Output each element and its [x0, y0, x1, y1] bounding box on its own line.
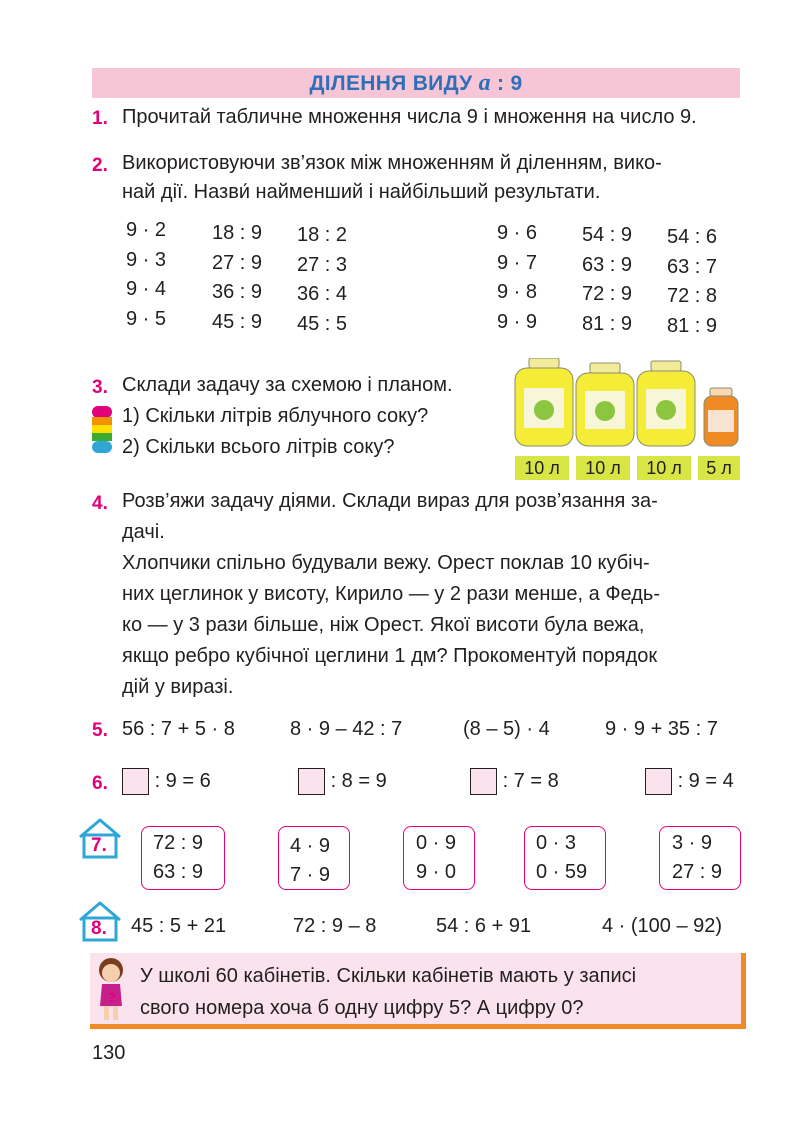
- expression-column: 54 : 9 63 : 9 72 : 9 81 : 9: [582, 224, 633, 335]
- page-title: ДІЛЕННЯ ВИДУ a : 9: [309, 70, 523, 96]
- expression: 56 : 7 + 5 · 8: [122, 718, 235, 740]
- problem-text: ко — у 3 рази більше, ніж Орест. Якої висоти була вежа,: [122, 614, 645, 636]
- task-number: 2.: [92, 155, 108, 176]
- expression-column: 9 · 2 9 · 3 9 · 4 9 · 5: [126, 219, 167, 330]
- problem-text: Хлопчики спільно будували вежу. Орест поклав 10 кубіч-: [122, 552, 650, 574]
- task-text: Прочитай табличне множення числа 9 і множення на число 9.: [122, 106, 697, 128]
- equation: : 9 = 4: [645, 766, 734, 797]
- expression-column: 9 · 6 9 · 7 9 · 8 9 · 9: [497, 222, 538, 333]
- expression: 45 : 5 + 21: [131, 915, 227, 937]
- task-number: 6.: [92, 773, 108, 794]
- task-text: Розв’яжи задачу діями. Склади вираз для розв’язання за-: [122, 490, 658, 512]
- pencil-stack-icon: [90, 404, 114, 456]
- expression: 9 · 9 + 35 : 7: [605, 718, 718, 740]
- task-text: дачі.: [122, 521, 165, 543]
- svg-text:?: ?: [107, 989, 117, 1005]
- task-text: 2) Скільки всього літрів соку?: [122, 436, 395, 458]
- task-number: 3.: [92, 377, 108, 398]
- problem-text: них цеглинок у висоту, Кирило — у 2 рази менше, а Федь-: [122, 583, 660, 605]
- answer-box[interactable]: [122, 768, 149, 795]
- jar-volume-label: 5 л: [698, 456, 740, 480]
- answer-box[interactable]: [470, 768, 497, 795]
- expression-pair: 3 · 9 27 : 9: [672, 832, 723, 883]
- expression: 72 : 9 – 8: [293, 915, 377, 937]
- juice-jar-icon: [515, 358, 573, 446]
- expression-pair: 0 · 9 9 · 0: [416, 832, 457, 883]
- expression-column: 18 : 9 27 : 9 36 : 9 45 : 9: [212, 222, 263, 333]
- answer-box[interactable]: [298, 768, 325, 795]
- expression-pair: 4 · 9 7 · 9: [290, 835, 331, 886]
- equation: : 8 = 9: [298, 766, 387, 797]
- expression: 4 · (100 – 92): [602, 915, 723, 937]
- expression-pair: 72 : 9 63 : 9: [153, 832, 204, 883]
- task-number: 7.: [91, 835, 107, 856]
- task-text: Склади задачу за схемою і планом.: [122, 374, 453, 396]
- jars-illustration: [510, 358, 755, 450]
- expression: 8 · 9 – 42 : 7: [290, 718, 403, 740]
- expression-column: 54 : 6 63 : 7 72 : 8 81 : 9: [667, 226, 718, 337]
- task-text: Використовуючи зв’язок між множенням й діленням, вико-: [122, 152, 662, 174]
- task-text: най дії. Назви́ найменший і найбільший результати.: [122, 181, 601, 203]
- bonus-text: У школі 60 кабінетів. Скільки кабінетів мають у записі: [140, 965, 637, 987]
- task-number: 4.: [92, 493, 108, 514]
- jar-volume-label: 10 л: [637, 456, 691, 480]
- expression: 54 : 6 + 91: [436, 915, 532, 937]
- task-number: 8.: [91, 918, 107, 939]
- juice-jar-icon: [576, 363, 634, 446]
- jar-volume-label: 10 л: [576, 456, 630, 480]
- problem-text: якщо ребро кубічної цеглини 1 дм? Прокоментуй порядок: [122, 645, 658, 667]
- problem-text: дій у виразі.: [122, 676, 234, 698]
- task-number: 1.: [92, 108, 108, 129]
- page-number: 130: [92, 1042, 126, 1064]
- answer-box[interactable]: [645, 768, 672, 795]
- carrot-jar-icon: [704, 388, 738, 446]
- expression-pair: 0 · 3 0 · 59: [536, 832, 588, 883]
- jar-volume-label: 10 л: [515, 456, 569, 480]
- bonus-text: свого номера хоча б одну цифру 5? А цифру 0?: [140, 997, 584, 1019]
- juice-jar-icon: [637, 361, 695, 446]
- equation: : 9 = 6: [122, 766, 211, 797]
- equation: : 7 = 8: [470, 766, 559, 797]
- task-number: 5.: [92, 720, 108, 741]
- expression: (8 – 5) · 4: [463, 718, 550, 740]
- expression-column: 18 : 2 27 : 3 36 : 4 45 : 5: [297, 224, 348, 335]
- girl-character-icon: [92, 956, 132, 1026]
- task-text: 1) Скільки літрів яблучного соку?: [122, 405, 429, 427]
